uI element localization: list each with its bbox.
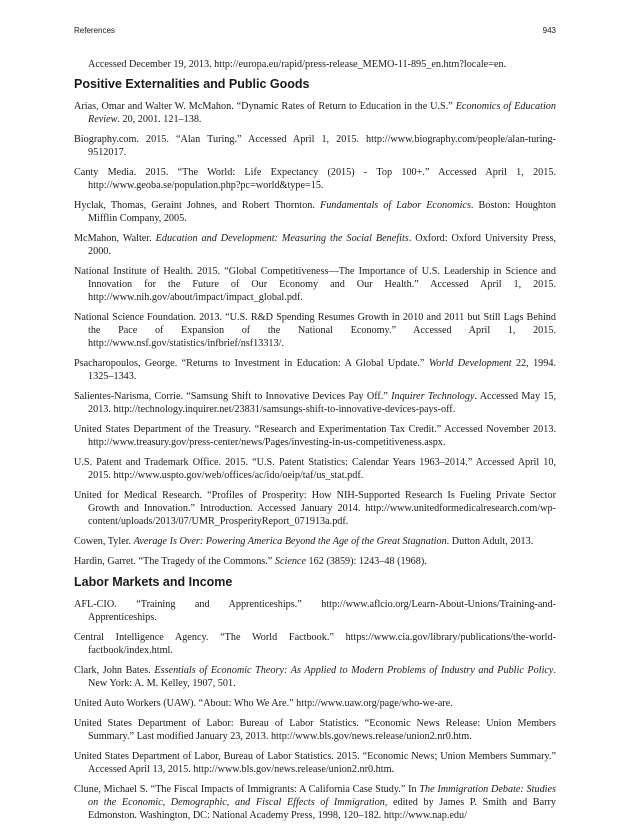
reference-entry <box>74 390 556 416</box>
reference-text: U.S. Patent and Trademark Office. 2015. “U.S. Patent Statistics: Calendar Years 1963–2014.” Accessed April 10, 2015. http://www.uspto.gov/web/offices/ac/ido/oeip/taf/us_stat.pdf. <box>74 457 556 481</box>
page-number: 943 <box>542 26 556 35</box>
reference-text: National Science Foundation. 2013. “U.S. R&D Spending Resumes Growth in 2010 and 2011 but Still Lags Behind the Pace of Expansion of the National Economy.” Accessed April 1, 2015. http://www.nsf.gov/statistics/infbrief/nsf13313/. <box>74 312 556 349</box>
reference-text: Cowen, Tyler. <box>74 536 134 547</box>
reference-title-italic: Fundamentals of Labor Economics <box>319 200 471 211</box>
reference-entry <box>74 535 556 548</box>
running-header <box>74 26 556 35</box>
reference-entry <box>74 664 556 690</box>
section-heading-positive-externalities: Positive Externalities and Public Goods <box>74 77 310 91</box>
reference-entry <box>74 311 556 350</box>
reference-text: Salientes-Narisma, Corrie. “Samsung Shift to Innovative Devices Pay Off.” <box>74 391 392 402</box>
reference-text-tail: . New York: A. M. Kelley, 1907, 501. <box>88 665 557 689</box>
reference-text: McMahon, Walter. <box>74 233 156 244</box>
reference-title-italic: The Immigration Debate: Studies on the Economic, Demographic, and Fiscal Effects of Immigration <box>88 784 556 808</box>
reference-text: Central Intelligence Agency. “The World Factbook.” https://www.cia.gov/library/publications/the-world-factbook/index.html. <box>74 632 556 656</box>
reference-entry <box>74 631 556 657</box>
reference-text: United States Department of Labor: Bureau of Labor Statistics. “Economic News Release: Union Members Summary.” Last modified January 23, 2013. http://www.bls.gov/news.release/union2.nr0.htm. <box>74 718 556 742</box>
reference-text-tail: . Boston: Houghton Mifflin Company, 2005. <box>88 200 556 224</box>
reference-entry <box>74 717 556 743</box>
reference-text: Clune, Michael S. “The Fiscal Impacts of Immigrants: A California Case Study.” In <box>74 784 420 795</box>
reference-entry <box>74 555 556 568</box>
reference-text: Clark, John Bates. <box>74 665 155 676</box>
reference-entry <box>74 423 556 449</box>
reference-title-italic: Education and Development: Measuring the Social Benefits <box>155 233 409 244</box>
running-header-title: References <box>74 26 115 35</box>
reference-text: United States Department of Labor, Bureau of Labor Statistics. 2015. “Economic News; Union Members Summary.” Accessed April 13, 2015. http://www.bls.gov/news.release/union2.nr0.htm. <box>74 751 556 775</box>
reference-entry <box>74 265 556 304</box>
reference-title-italic: Science <box>274 556 306 567</box>
reference-entry <box>74 100 556 126</box>
reference-entry <box>74 133 556 159</box>
reference-title-italic: Essentials of Economic Theory: As Applied to Modern Problems of Industry and Public Policy <box>154 665 554 676</box>
references-content <box>74 58 556 829</box>
reference-title-italic: Inquirer Technology <box>391 391 475 402</box>
reference-list-positive-externalities <box>74 100 556 568</box>
reference-text-tail: . Accessed May 15, 2013. http://technology.inquirer.net/23831/samsungs-shift-to-innovative-devices-pays-off. <box>88 391 557 415</box>
reference-text-tail: 162 (3859): 1243–48 (1968). <box>305 556 427 567</box>
reference-entry <box>74 456 556 482</box>
reference-entry <box>74 166 556 192</box>
reference-title-italic: Average Is Over: Powering America Beyond the Age of the Great Stagnation <box>133 536 447 547</box>
reference-text: United States Department of the Treasury. “Research and Experimentation Tax Credit.” Accessed November 2013. http://www.treasury.gov/press-center/news/Pages/investing-in-us-competitiveness.aspx. <box>74 424 556 448</box>
reference-entry <box>74 783 556 822</box>
reference-list-labor-markets <box>74 598 556 822</box>
reference-text-tail: 22, 1994. 1325–1343. <box>88 358 557 382</box>
reference-entry <box>74 697 556 710</box>
reference-text: Hyclak, Thomas, Geraint Johnes, and Robert Thornton. <box>74 200 320 211</box>
reference-title-italic: World Development <box>428 358 512 369</box>
reference-entry <box>74 750 556 776</box>
reference-text: Biography.com. 2015. “Alan Turing.” Accessed April 1, 2015. http://www.biography.com/people/alan-turing-9512017. <box>74 134 556 158</box>
reference-text: Hardin, Garret. “The Tragedy of the Commons.” <box>74 556 275 567</box>
reference-entry <box>74 489 556 528</box>
section-heading-labor-markets: Labor Markets and Income <box>74 575 233 589</box>
reference-text: AFL-CIO. “Training and Apprenticeships.” http://www.aflcio.org/Learn-About-Unions/Training-and-Apprenticeships. <box>74 599 556 623</box>
reference-title-italic: Economics of Education Review <box>88 101 556 125</box>
reference-text-tail: . 20, 2001. 121–138. <box>117 114 202 125</box>
reference-entry <box>74 199 556 225</box>
continued-reference: Accessed December 19, 2013. http://europa.eu/rapid/press-release_MEMO-11-895_en.htm?locale=en. <box>88 59 507 70</box>
reference-text-tail: . Dutton Adult, 2013. <box>446 536 534 547</box>
reference-text-tail: . Oxford: Oxford University Press, 2000. <box>88 233 557 257</box>
reference-text: United Auto Workers (UAW). “About: Who We Are.” http://www.uaw.org/page/who-we-are. <box>74 698 453 709</box>
reference-entry <box>74 598 556 624</box>
reference-entry <box>74 232 556 258</box>
reference-text: National Institute of Health. 2015. “Global Competitiveness—The Importance of U.S. Leadership in Science and Innovation for the Future of Our Economy and Our Health.” Accessed April 1, 2015. http://www.nih.gov/about/impact/impact_global.pdf. <box>74 266 556 303</box>
reference-text: United for Medical Research. “Profiles of Prosperity: How NIH-Supported Research Is Fueling Private Sector Growth and Innovation.” Introduction. Accessed January 2014. http://www.unitedformedicalresearch.com/wp-content/uploads/2013/07/UMR_ProsperityReport_071913a.pdf. <box>74 490 556 527</box>
reference-text: Canty Media. 2015. “The World: Life Expectancy (2015) - Top 100+.” Accessed April 1, 2015. http://www.geoba.se/population.php?pc=world&type=15. <box>74 167 556 191</box>
reference-text: Psacharopoulos, George. “Returns to Investment in Education: A Global Update.” <box>74 358 429 369</box>
reference-text: Arias, Omar and Walter W. McMahon. “Dynamic Rates of Return to Education in the U.S.” <box>74 101 456 112</box>
reference-entry <box>74 357 556 383</box>
reference-text-tail: , edited by James P. Smith and Barry Edmonston. Washington, DC: National Academy Press, 1998, 120–182. http://www.nap.edu/ <box>88 797 557 821</box>
